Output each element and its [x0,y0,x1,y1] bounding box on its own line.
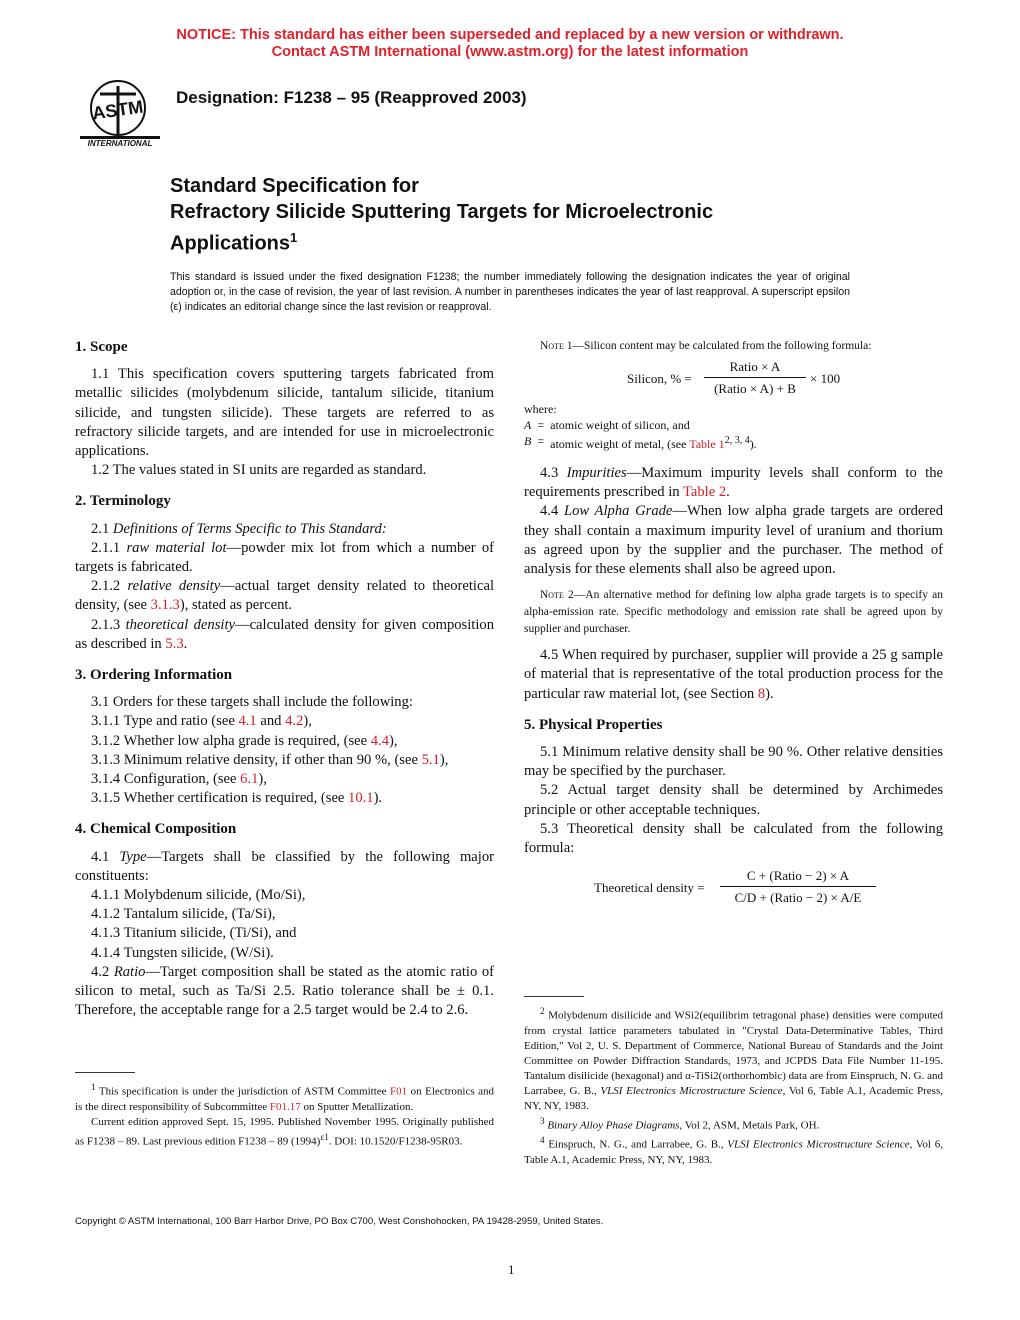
para-4-1-2: 4.1.2 Tantalum silicide, (Ta/Si), [91,906,276,923]
link-table-1[interactable]: Table 1 [689,437,725,451]
designation: Designation: F1238 – 95 (Reapproved 2003) [176,88,527,107]
title-line-3: Applications [170,232,291,255]
footnote-divider-right [524,996,584,997]
scope-heading: 1. Scope [75,339,128,355]
note-2: Note 2—An alternative method for defining low alpha grade targets is to specify an alpha-emission rate. Specific methodology and emission rate shall be agreed upon by supplier and purchaser. [524,589,943,636]
para-5-2: 5.2 Actual target density shall be determined by Archimedes principle or other acceptable techniques. [524,782,943,818]
para-4-1-3: 4.1.3 Titanium silicide, (Ti/Si), and [91,925,297,942]
para-2-1-1: 2.1.1 raw material lot—powder mix lot from which a number of targets is fabricated. [75,539,494,576]
link-10-1[interactable]: 10.1 [348,790,374,807]
para-4-1-4: 4.1.4 Tungsten silicide, (W/Si). [91,944,274,961]
para-3-1-2: 3.1.2 Whether low alpha grade is required, (see 4.4), [91,732,398,749]
para-1-2: 1.2 The values stated in SI units are regarded as standard. [91,462,427,479]
svg-text:INTERNATIONAL: INTERNATIONAL [87,139,153,148]
para-2-1: 2.1 Definitions of Terms Specific to This Standard: [91,520,387,537]
footnote-divider-left [75,1072,135,1073]
formula-variables: A = atomic weight of silicon, and B = atomic weight of metal, (see Table 1$^{2, 3, 4}$). [524,418,757,451]
para-5-1: 5.1 Minimum relative density shall be 90 %. Other relative densities may be specified by the purchaser. [524,744,943,780]
link-3-1-3[interactable]: 3.1.3 [150,597,180,614]
density-formula: Theoretical density = C + (Ratio − 2) × A C/D + (Ratio − 2) × A/E [524,864,943,908]
svg-text:ASTM: ASTM [91,96,145,124]
copyright: Copyright © ASTM International, 100 Barr Harbor Drive, PO Box C700, West Conshohocken, PA 19428-2959, United States. [75,1216,604,1227]
link-5-1[interactable]: 5.1 [421,751,440,768]
para-4-5: 4.5 When required by purchaser, supplier will provide a 25 g sample of material that is representative of the total production process for the particular raw material lot, (see Section 8). [524,647,943,702]
physical-heading: 5. Physical Properties [524,716,663,733]
para-3-1-3: 3.1.3 Minimum relative density, if other than 90 %, (see 5.1), [91,751,449,768]
para-4-2: 4.2 Ratio—Target composition shall be stated as the atomic ratio of silicon to metal, such as Ta/Si 2.5. Ratio tolerance shall be ± 0.1. Therefore, the acceptable range for a 2.5 target would be 2.4 to 2.6. [75,963,494,1019]
link-f01-17[interactable]: F01.17 [269,1100,301,1113]
title-footnote-mark: 1 [290,230,298,245]
footnote-1: $^1$ This specification is under the jurisdiction of ASTM Committee F01 on Electronics and is the direct responsibility of Subcommittee F01.17 on Sputter Metallization. Current edition approved Sept. 15, 1995. Published November 1995. Originally published as F1238 – 89. Last previous edition F1238 – 89 $(1994)^{\varepsilon 1}$. DOI: 10.1520/F1238-95R03. [75,1082,494,1148]
right-column: Note 1—Silicon content may be calculated from the following formula: Silicon, % = Ratio × A (Ratio × A) + B × 100 where: A = atomic weight of silicon, and B = atomic weight of metal, (see Table 1$^{2, 3, 4}$). 4.3 Impurities—Maximum impurity levels shall conform to the requirements prescribed in Table 2. 4.4 Low Alpha Grade—When low alpha grade targets are ordered they shall contain a maximum impurity level of uranium and thorium as agreed upon by the supplier and the purchaser. The method of analysis for these elements shall also be agreed upon. Note 2—An alternative method for defining low alpha grade targets is to specify an alpha-emission rate. Specific methodology and emission rate shall be agreed upon by supplier and purchaser. 4.5 When required by purchaser, supplier will provide a 25 g sample of material that is representative of the total production process for the particular raw material lot, (see Section 8). 5. Physical Properties 5.1 Minimum relative density shall be 90 %. Other relative densities may be specified by the purchaser. 5.2 Actual target density shall be determined by Archimedes principle or other acceptable techniques. 5.3 Theoretical density shall be calculated from the following formula: Theoretical density = C + (Ratio − 2) × A C/D + (Ratio − 2) × A/E [524,338,943,908]
silicon-formula: Silicon, % = Ratio × A (Ratio × A) + B × 100 [627,359,841,396]
link-table-2[interactable]: Table 2 [683,484,727,501]
title-line-2: Refractory Silicide Sputtering Targets for Microelectronic [170,201,714,223]
link-4-2[interactable]: 4.2 [285,713,304,730]
terminology-heading: 2. Terminology [75,493,171,510]
para-3-1-5: 3.1.5 Whether certification is required, (see 10.1). [91,790,383,807]
para-4-1: 4.1 Type—Targets shall be classified by the following major constituents: [75,848,494,884]
note-1: Note 1—Silicon content may be calculated from the following formula: [540,340,872,352]
link-f01[interactable]: F01 [390,1085,408,1098]
link-5-3[interactable]: 5.3 [165,635,184,652]
link-4-1[interactable]: 4.1 [238,713,257,730]
notice-line-1: NOTICE: This standard has either been superseded and replaced by a new version or withdrawn. [176,27,844,43]
para-1-1: 1.1 This specification covers sputtering targets fabricated from metallic silicides (molybdenum silicide, tantalum silicide, titanium silicide, and tungsten silicide). These targets are referred to as refractory silicide targets, and are intended for use in microelectronic applications. [75,366,494,460]
para-4-3: 4.3 Impurities—Maximum impurity levels shall conform to the requirements prescribed in Table 2. [524,465,944,501]
para-5-3: 5.3 Theoretical density shall be calculated from the following formula: [524,820,943,857]
para-2-1-2: 2.1.2 relative density—actual target density related to theoretical density, (see 3.1.3), stated as percent. [75,578,494,614]
para-3-1-1: 3.1.1 Type and ratio (see 4.1 and 4.2), [91,713,312,730]
astm-logo [78,76,164,148]
para-4-4: 4.4 Low Alpha Grade—When low alpha grade targets are ordered they shall contain a maximum impurity level of uranium and thorium as agreed upon by the supplier and the purchaser. The method of analysis for these elements shall also be agreed upon. [524,503,944,578]
page-number: 1 [508,1262,515,1277]
para-3-1: 3.1 Orders for these targets shall include the following: [91,694,413,711]
left-column [75,338,494,1021]
link-6-1[interactable]: 6.1 [240,771,259,788]
notice-line-2: Contact ASTM International (www.astm.org) for the latest information [271,44,749,60]
para-3-1-4: 3.1.4 Configuration, (see 6.1), [91,771,267,788]
issuance-statement: This standard is issued under the fixed designation F1238; the number immediately following the designation indicates the year of original adoption or, in the case of revision, the year of last revision. A number in parentheses indicates the year of last reapproval. A superscript epsilon (ε) indicates an editorial change since the last revision or reapproval. [170,271,850,313]
ordering-heading: 3. Ordering Information [75,667,233,684]
chemical-heading: 4. Chemical Composition [75,821,237,838]
para-4-1-1: 4.1.1 Molybdenum silicide, (Mo/Si), [91,887,306,904]
para-2-1-3: 2.1.3 theoretical density—calculated density for given composition as described in 5.3. [75,616,494,652]
withdrawal-notice [0,27,1020,61]
link-section-8[interactable]: 8 [757,685,766,702]
link-4-4[interactable]: 4.4 [370,732,389,749]
astm-logo-icon [78,76,164,148]
document-title [170,173,870,257]
title-line-1: Standard Specification for [170,175,419,197]
footnotes-right: $^2$ Molybdenum disilicide and WSi2(equilibrim tetragonal phase) densities were computed from crystal lattice parameters tabulated in "Crystal Data-Determinative Tables, Third Edition," Vol 2, U. S. Department of Commerce, National Bureau of Standards and the Joint Committee on Powder Diffraction Standards, 1973, and JCPDS Data File Number 11-195. Tantalum disilicide (hexagonal) and α-TiSi2(orthorhombic) data are from Einspruch, N. G. and Larrabee, G. B., VLSI Electronics Microstructure Science, Vol 6, Table A.1, Academic Press, NY, NY, 1983. $^3$ Binary Alloy Phase Diagrams, Vol 2, ASM, Metals Park, OH. $^4$ Einspruch, N. G., and Larrabee, G. B., VLSI Electronics Microstructure Science, Vol 6, Table A.1, Academic Press, NY, NY, 1983. [524,1006,944,1166]
